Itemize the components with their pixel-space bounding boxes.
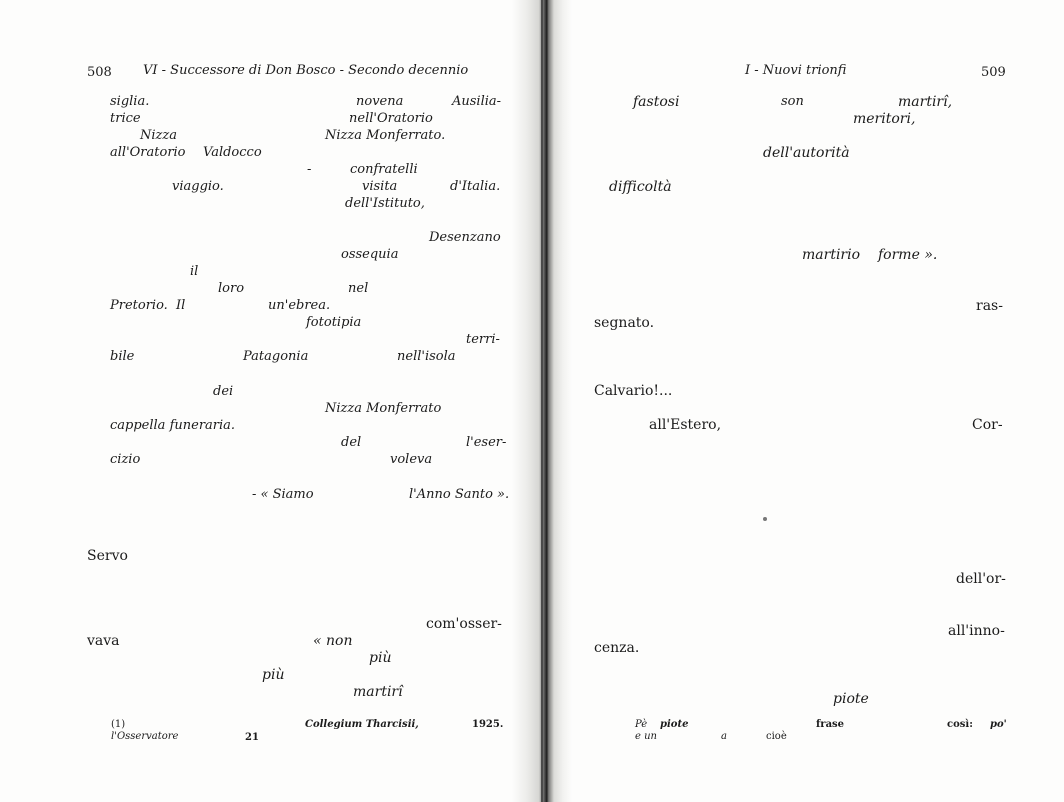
text-fragment: all'Estero,: [649, 417, 722, 433]
text-fragment: Calvario!...: [594, 383, 673, 399]
text-fragment: l'eser-: [466, 435, 507, 450]
text-fragment: son: [781, 94, 804, 109]
text-fragment: difficoltà: [609, 179, 672, 195]
text-fragment: un'ebrea.: [268, 298, 331, 313]
text-fragment: nell'isola: [397, 349, 456, 364]
text-fragment: all'Oratorio: [110, 145, 186, 160]
footnote-word: così:: [947, 719, 973, 730]
text-fragment: cappella funeraria.: [110, 418, 236, 433]
text-fragment: dei: [213, 384, 234, 399]
text-fragment: Cor-: [972, 417, 1003, 433]
footnote-source: l'Osservatore: [111, 731, 179, 742]
text-fragment: Desenzano: [429, 230, 501, 245]
text-fragment: confratelli: [350, 162, 418, 177]
footnote-title: Collegium Tharcisii,: [305, 719, 419, 730]
text-fragment: -: [307, 162, 312, 177]
text-fragment: Nizza: [140, 128, 177, 143]
text-fragment: all'inno-: [948, 623, 1005, 639]
footnote-number: 21: [245, 732, 259, 743]
text-fragment: ras-: [976, 298, 1003, 314]
text-fragment: fastosi: [633, 94, 680, 110]
text-fragment: ossequia: [341, 247, 399, 262]
footnote-word: cioè: [766, 731, 787, 742]
text-fragment: martirio: [802, 247, 861, 263]
text-fragment: Ausilia-: [452, 94, 502, 109]
text-fragment: piote: [833, 691, 869, 707]
right-page: [536, 0, 1064, 802]
text-fragment: Nizza Monferrato: [325, 401, 442, 416]
running-head: I - Nuovi trionfi: [745, 63, 847, 78]
footnote-word: a: [721, 731, 727, 742]
text-fragment: siglia.: [110, 94, 150, 109]
text-fragment: loro: [218, 281, 245, 296]
speck: [763, 517, 767, 521]
text-fragment: meritori,: [853, 111, 916, 127]
text-fragment: Patagonia: [243, 349, 309, 364]
text-fragment: d'Italia.: [450, 179, 501, 194]
footnote-word: po': [990, 719, 1007, 730]
text-fragment: dell'Istituto,: [345, 196, 425, 211]
text-fragment: dell'autorità: [763, 145, 850, 161]
text-fragment: segnato.: [594, 315, 655, 331]
text-fragment: forme ».: [878, 247, 938, 263]
text-fragment: - « Siamo: [252, 487, 314, 502]
footnote-year: 1925.: [472, 719, 504, 730]
text-fragment: dell'or-: [956, 571, 1006, 587]
footnote-word: frase: [816, 719, 845, 730]
text-fragment: del: [341, 435, 362, 450]
text-fragment: martirî,: [898, 94, 953, 110]
text-fragment: più: [369, 650, 392, 666]
text-fragment: viaggio.: [172, 179, 224, 194]
text-fragment: nell'Oratorio: [349, 111, 433, 126]
footnote-word: Pè: [635, 719, 648, 730]
text-fragment: più: [262, 667, 285, 683]
page-number: 509: [981, 65, 1006, 80]
footnote-word: piote: [660, 719, 689, 730]
left-page: [0, 0, 530, 802]
text-fragment: visita: [362, 179, 398, 194]
text-fragment: trice: [110, 111, 141, 126]
text-fragment: Valdocco: [203, 145, 262, 160]
text-fragment: « non: [313, 633, 353, 649]
text-fragment: cizio: [110, 452, 141, 467]
text-fragment: com'osser-: [426, 616, 502, 632]
text-fragment: martirî: [353, 684, 403, 700]
text-fragment: voleva: [390, 452, 433, 467]
text-fragment: terri-: [466, 332, 500, 347]
footnote-marker: (1): [111, 719, 126, 730]
text-fragment: il: [190, 264, 199, 279]
text-fragment: l'Anno Santo ».: [409, 487, 510, 502]
text-fragment: novena: [356, 94, 404, 109]
page-number: 508: [87, 65, 112, 80]
text-fragment: Nizza Monferrato.: [325, 128, 446, 143]
text-fragment: nel: [348, 281, 369, 296]
text-fragment: fototipia: [306, 315, 362, 330]
text-fragment: Servo: [87, 548, 128, 564]
text-fragment: vava: [87, 633, 120, 649]
text-fragment: bile: [110, 349, 135, 364]
footnote-word: e un: [635, 731, 657, 742]
running-head: VI - Successore di Don Bosco - Secondo decennio: [143, 63, 469, 78]
text-fragment: Pretorio.: [110, 298, 168, 313]
text-fragment: cenza.: [594, 640, 640, 656]
text-fragment: Il: [176, 298, 186, 313]
